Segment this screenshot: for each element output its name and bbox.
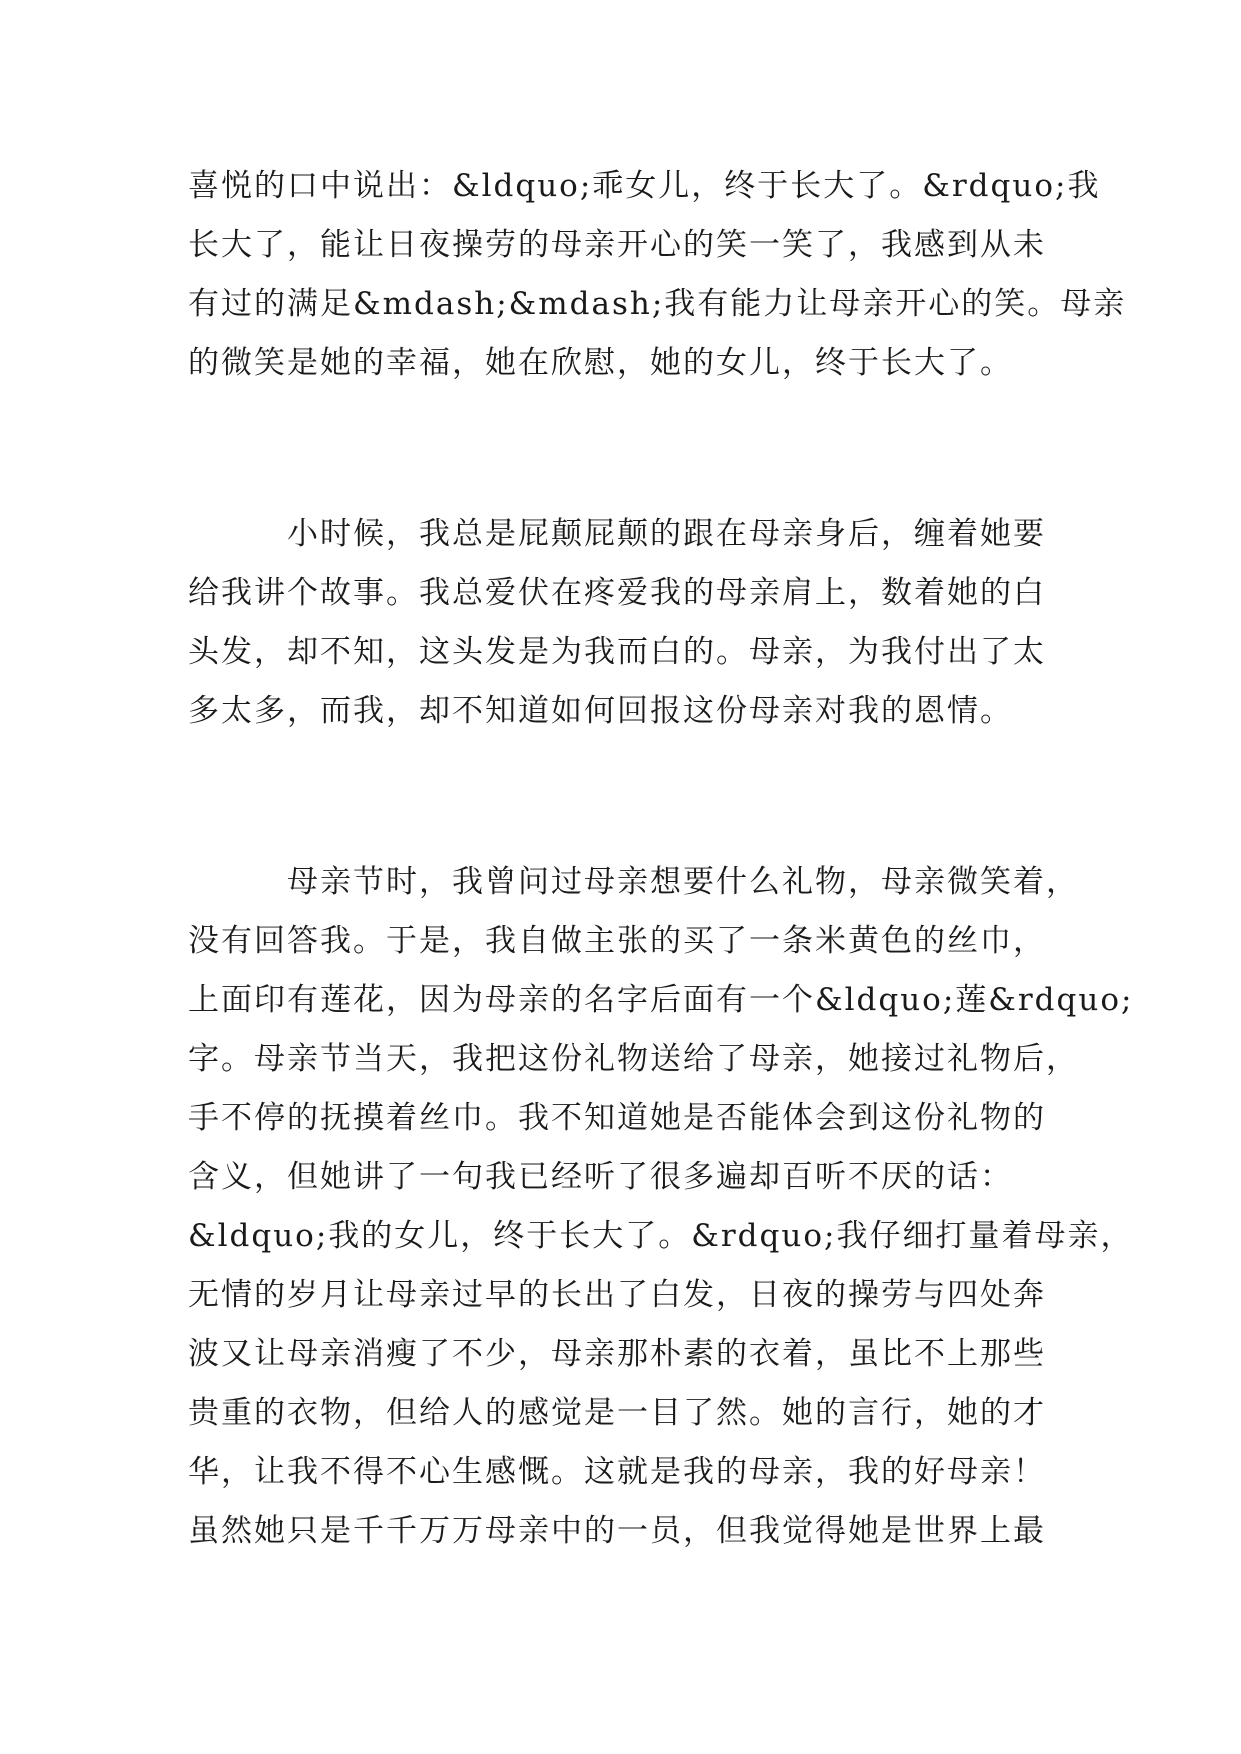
text-line: 有过的满足&mdash;&mdash;我有能力让母亲开心的笑。母亲	[188, 286, 1127, 322]
text-line: 长大了，能让日夜操劳的母亲开心的笑一笑了，我感到从未	[188, 227, 1046, 263]
text-line: 多太多，而我，却不知道如何回报这份母亲对我的恩情。	[188, 693, 1013, 729]
text-line: 华，让我不得不心生感慨。这就是我的母亲，我的好母亲！	[188, 1454, 1046, 1490]
text-line: 波又让母亲消瘦了不少，母亲那朴素的衣着，虽比不上那些	[188, 1336, 1046, 1372]
text-line: 贵重的衣物，但给人的感觉是一目了然。她的言行，她的才	[188, 1395, 1046, 1431]
text-line: 喜悦的口中说出：&ldquo;乖女儿，终于长大了。&rdquo;我	[188, 168, 1101, 204]
text-line: 无情的岁月让母亲过早的长出了白发，日夜的操劳与四处奔	[188, 1277, 1046, 1313]
text-line: 字。母亲节当天，我把这份礼物送给了母亲，她接过礼物后，	[188, 1041, 1079, 1077]
text-line: 给我讲个故事。我总爱伏在疼爱我的母亲肩上，数着她的白	[188, 575, 1046, 611]
text-line: 头发，却不知，这头发是为我而白的。母亲，为我付出了太	[188, 634, 1046, 670]
text-line: 手不停的抚摸着丝巾。我不知道她是否能体会到这份礼物的	[188, 1100, 1046, 1136]
text-line: &ldquo;我的女儿，终于长大了。&rdquo;我仔细打量着母亲，	[188, 1218, 1134, 1254]
text-line: 上面印有莲花，因为母亲的名字后面有一个&ldquo;莲&rdquo;	[188, 982, 1134, 1018]
text-line: 母亲节时，我曾问过母亲想要什么礼物，母亲微笑着，	[188, 864, 1079, 900]
text-line: 小时候，我总是屁颠屁颠的跟在母亲身后，缠着她要	[188, 516, 1046, 552]
text-line: 没有回答我。于是，我自做主张的买了一条米黄色的丝巾，	[188, 923, 1046, 959]
text-line: 虽然她只是千千万万母亲中的一员，但我觉得她是世界上最	[188, 1513, 1046, 1549]
text-line: 含义，但她讲了一句我已经听了很多遍却百听不厌的话：	[188, 1159, 1013, 1195]
text-line: 的微笑是她的幸福，她在欣慰，她的女儿，终于长大了。	[188, 345, 1013, 381]
